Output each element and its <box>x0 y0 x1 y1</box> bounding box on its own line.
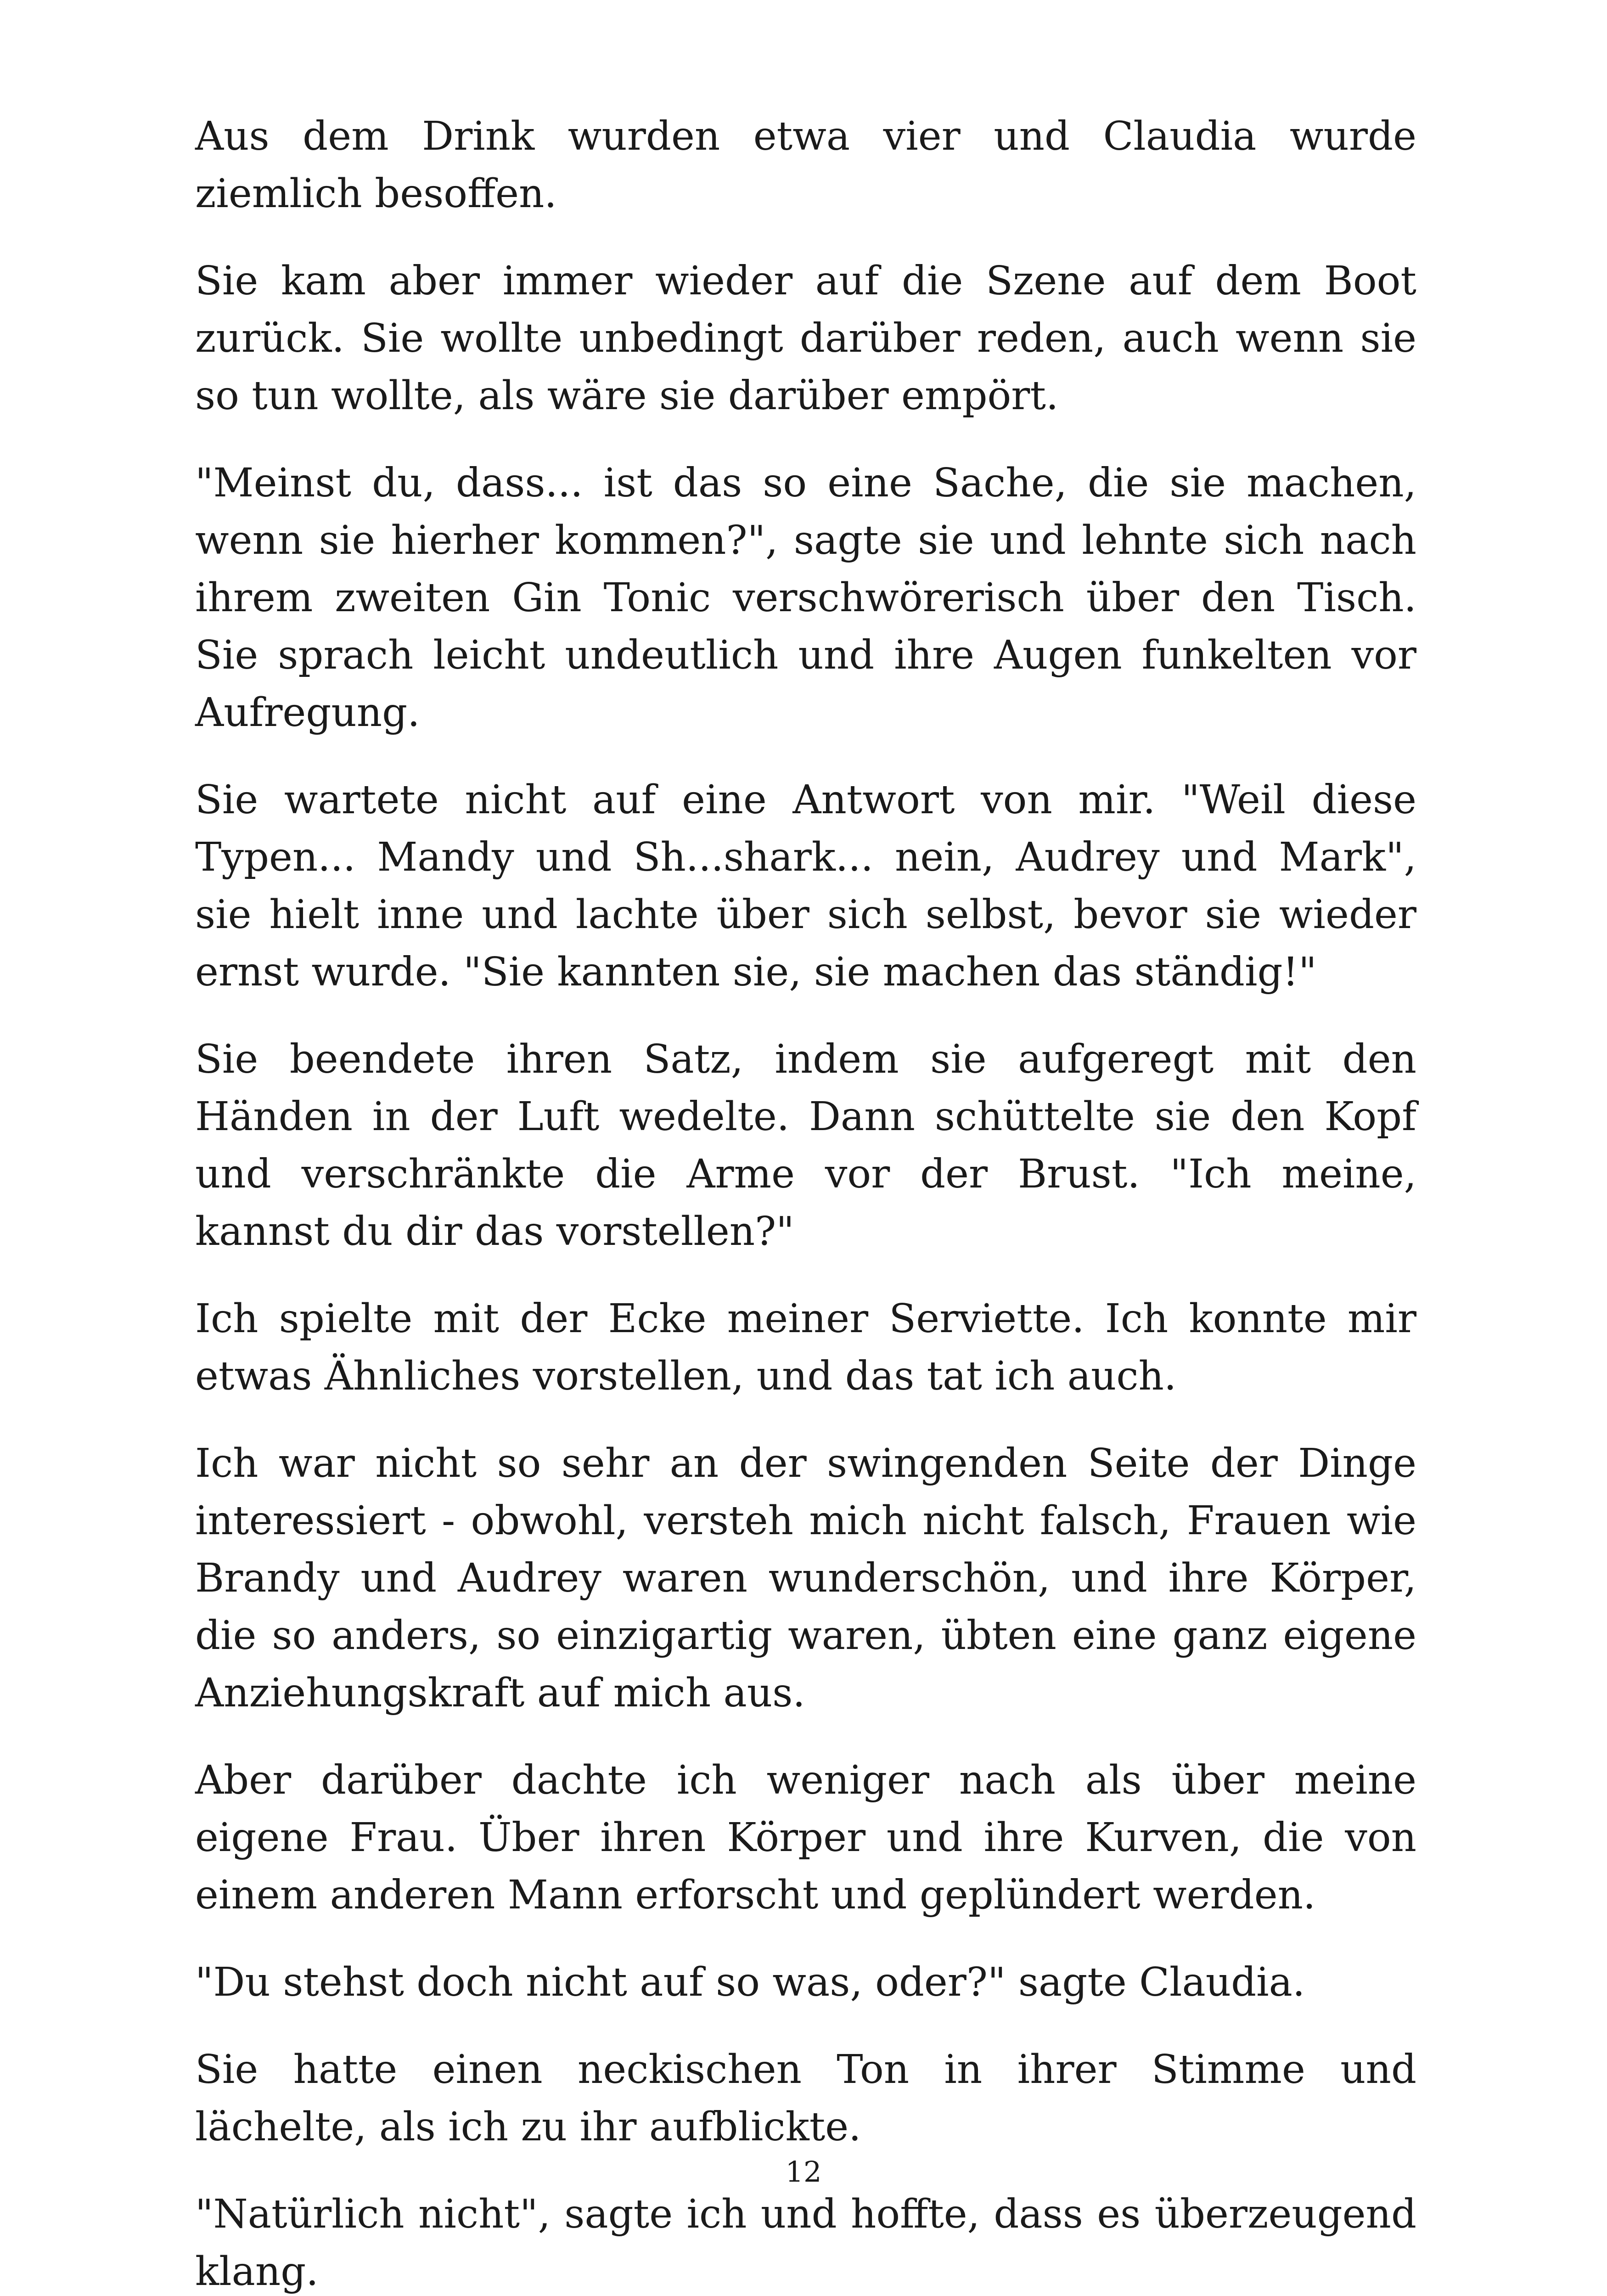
paragraph: Aber darüber dachte ich weniger nach als über meine eigene Frau. Über ihren Körper und ihre Kurven, die von einem anderen Mann erforscht und geplündert werden. <box>195 1757 1416 1918</box>
paragraph: Sie hatte einen neckischen Ton in ihrer Stimme und lächelte, als ich zu ihr aufblickte. <box>195 2047 1416 2150</box>
paragraph: Sie kam aber immer wieder auf die Szene auf dem Boot zurück. Sie wollte unbedingt darüber reden, auch wenn sie so tun wollte, als wäre sie darüber empört. <box>195 258 1416 419</box>
body-text <box>195 108 1416 2296</box>
paragraph: "Du stehst doch nicht auf so was, oder?" sagte Claudia. <box>195 1959 1305 2005</box>
paragraph: Aus dem Drink wurden etwa vier und Claudia wurde ziemlich besoffen. <box>195 113 1416 217</box>
paragraph: Ich war nicht so sehr an der swingenden Seite der Dinge interessiert - obwohl, versteh mich nicht falsch, Frauen wie Brandy und Audrey waren wunderschön, und ihre Körper, die so anders, so einzigartig waren, übten eine ganz eigene Anziehungskraft auf mich aus. <box>195 1441 1416 1716</box>
paragraph: "Meinst du, dass... ist das so eine Sache, die sie machen, wenn sie hierher kommen?", sagte sie und lehnte sich nach ihrem zweiten Gin Tonic verschwörerisch über den Tisch. Sie sprach leicht undeutlich und ihre Augen funkelten vor Aufregung. <box>195 460 1416 736</box>
page-number: 12 <box>785 2155 822 2189</box>
paragraph: Ich spielte mit der Ecke meiner Serviette. Ich konnte mir etwas Ähnliches vorstellen, und das tat ich auch. <box>195 1296 1416 1399</box>
paragraph: Sie wartete nicht auf eine Antwort von mir. "Weil diese Typen... Mandy und Sh...shark... nein, Audrey und Mark", sie hielt inne und lachte über sich selbst, bevor sie wieder ernst wurde. "Sie kannten sie, sie machen das ständig!" <box>195 777 1416 995</box>
paragraph: "Natürlich nicht", sagte ich und hoffte, dass es überzeugend klang. <box>195 2191 1416 2295</box>
paragraph: Sie beendete ihren Satz, indem sie aufgeregt mit den Händen in der Luft wedelte. Dann schüttelte sie den Kopf und verschränkte die Arme vor der Brust. "Ich meine, kannst du dir das vorstellen?" <box>195 1036 1416 1255</box>
